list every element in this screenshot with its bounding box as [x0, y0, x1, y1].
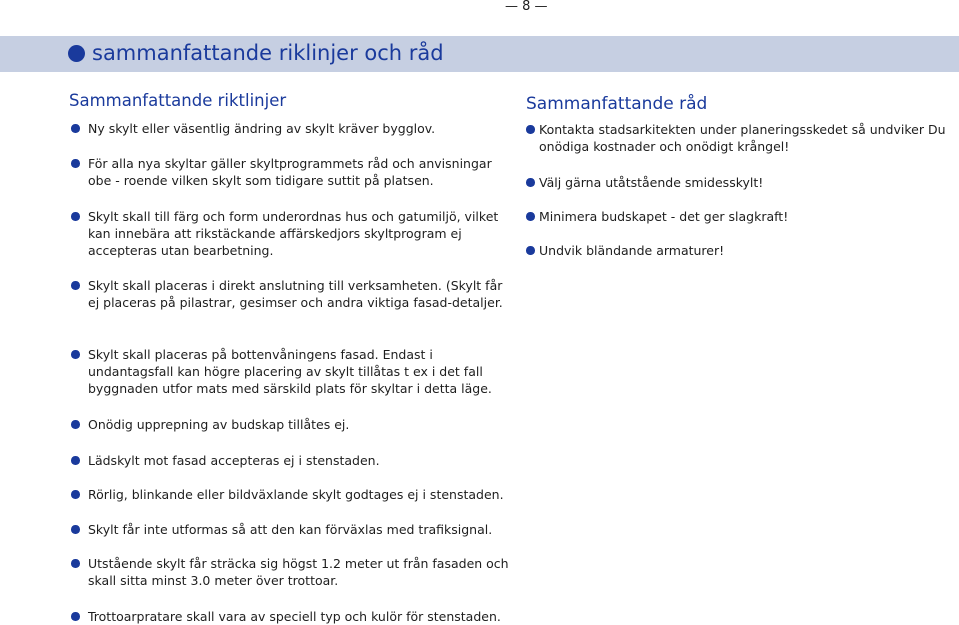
- guideline-item: [71, 521, 511, 538]
- bullet-icon: [526, 125, 535, 134]
- bullet-icon: [71, 159, 80, 168]
- advice-item: [526, 121, 946, 155]
- bullet-icon: [71, 350, 80, 359]
- bullet-icon: [71, 420, 80, 429]
- guideline-text: Skylt skall till färg och form underordnas hus och gatumiljö, vilket kan innebära att rikstäckande affärskedjors skyltprogram ej accepteras utan bearbetning.: [88, 209, 499, 258]
- guideline-item: [71, 486, 511, 503]
- advice-text: Välj gärna utåtstående smidesskylt!: [539, 175, 764, 190]
- advice-item: [526, 208, 946, 225]
- guideline-text: Utstående skylt får sträcka sig högst 1.2 meter ut från fasaden och skall sitta minst 3.0 meter över trottoar.: [88, 556, 509, 588]
- bullet-icon: [71, 490, 80, 499]
- guidelines-heading: Sammanfattande riktlinjer: [69, 91, 287, 110]
- guideline-text: Onödig upprepning av budskap tillåtes ej.: [88, 417, 350, 432]
- bullet-icon: [71, 456, 80, 465]
- bullet-icon: [71, 212, 80, 221]
- guideline-text: För alla nya skyltar gäller skyltprogrammets råd och anvisningar obe - roende vilken skylt som tidigare suttit på platsen.: [88, 156, 492, 188]
- guideline-item: [71, 608, 511, 625]
- guideline-text: Lädskylt mot fasad accepteras ej i stenstaden.: [88, 453, 380, 468]
- guideline-text: Ny skylt eller väsentlig ändring av skylt kräver bygglov.: [88, 121, 436, 136]
- bullet-icon: [526, 246, 535, 255]
- guideline-item: [71, 155, 511, 189]
- bullet-icon: [71, 525, 80, 534]
- bullet-icon: [526, 212, 535, 221]
- guideline-text: Skylt skall placeras på bottenvåningens fasad. Endast i undantagsfall kan högre placering av skylt tillåtas t ex i det fall byggnaden utfor mats med särskild plats för skyltar i detta läge.: [88, 347, 492, 396]
- guideline-text: Trottoarpratare skall vara av speciell typ och kulör för stenstaden.: [88, 609, 501, 624]
- guideline-text: Skylt skall placeras i direkt anslutning till verksamheten. (Skylt får ej placeras på pilastrar, gesimser och andra viktiga fasad-detaljer.: [88, 278, 503, 310]
- bullet-icon: [71, 559, 80, 568]
- guideline-text: Rörlig, blinkande eller bildväxlande skylt godtages ej i stenstaden.: [88, 487, 504, 502]
- guideline-item: [71, 120, 511, 137]
- guideline-item: [71, 277, 511, 311]
- advice-heading: Sammanfattande råd: [526, 94, 708, 114]
- advice-text: Minimera budskapet - det ger slagkraft!: [539, 209, 789, 224]
- banner-bullet-icon: [68, 45, 85, 62]
- guideline-item: [71, 452, 511, 469]
- advice-text: Kontakta stadsarkitekten under planeringsskedet så undviker Du onödiga kostnader och onödigt krångel!: [539, 122, 946, 154]
- guideline-text: Skylt får inte utformas så att den kan förväxlas med trafiksignal.: [88, 522, 493, 537]
- guideline-item: [71, 416, 511, 433]
- page-title: sammanfattande riklinjer och råd: [92, 41, 444, 65]
- advice-item: [526, 242, 946, 259]
- guideline-item: [71, 208, 511, 259]
- guideline-item: [71, 346, 511, 397]
- bullet-icon: [71, 124, 80, 133]
- bullet-icon: [71, 281, 80, 290]
- bullet-icon: [526, 178, 535, 187]
- page-number: — 8 —: [505, 0, 548, 14]
- advice-text: Undvik bländande armaturer!: [539, 243, 725, 258]
- advice-item: [526, 174, 946, 191]
- guideline-item: [71, 555, 511, 589]
- bullet-icon: [71, 612, 80, 621]
